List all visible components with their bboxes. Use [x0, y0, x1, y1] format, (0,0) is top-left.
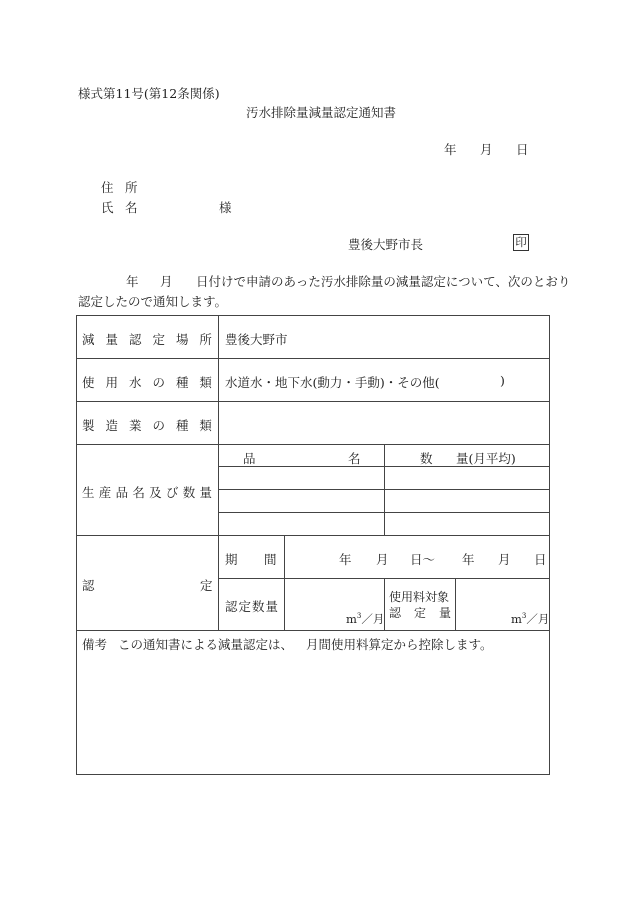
label-char: 類: [199, 375, 212, 390]
label-char: 減: [82, 332, 95, 347]
period-label-1: 期: [225, 552, 238, 567]
form-title: 汚水排除量減量認定通知書: [246, 105, 397, 120]
label-char: 生: [82, 485, 95, 500]
body-month: 月: [160, 274, 173, 289]
body-sentence-2: 認定したので通知します。: [78, 294, 228, 309]
label-char: の: [152, 418, 165, 433]
honorific: 様: [219, 200, 232, 215]
address-label-1: 住: [101, 180, 114, 195]
label-char: 及: [149, 485, 162, 500]
row-water-type-label: [82, 373, 212, 391]
product-name-header-2: 名: [348, 451, 361, 466]
unit-sup: 3: [521, 612, 527, 621]
label-char: 所: [199, 332, 212, 347]
target-unit: [511, 611, 549, 627]
label-char: 類: [199, 418, 212, 433]
cert-label-2: 定: [200, 578, 213, 593]
body-year: 年: [126, 274, 139, 289]
quantity-header-1: 数: [420, 451, 433, 466]
name-label-2: 名: [125, 200, 138, 215]
label-char: 量: [105, 332, 118, 347]
date-day: 日: [516, 142, 529, 157]
unit-per-month: ／月: [526, 612, 550, 626]
target-label-2a: 認: [389, 606, 402, 620]
label-char: 名: [132, 485, 145, 500]
period-year-from: 年: [339, 552, 352, 567]
row-industry-label: [82, 416, 212, 434]
label-char: び: [165, 485, 179, 500]
cert-label-1: 認: [82, 578, 95, 593]
label-char: 種: [175, 418, 189, 433]
label-char: の: [152, 375, 165, 390]
period-label-2: 間: [264, 552, 277, 567]
label-char: 水: [128, 375, 142, 390]
label-char: 品: [115, 485, 129, 500]
period-day-from: 日～: [410, 552, 436, 567]
label-char: 定: [152, 332, 165, 347]
unit-per-month: ／月: [361, 612, 385, 626]
product-name-header-1: 品: [243, 451, 256, 466]
label-char: 産: [98, 485, 112, 500]
label-char: 使: [82, 375, 95, 390]
form-number: 様式第11号(第12条関係): [78, 86, 220, 101]
remarks-label: 備考: [82, 637, 108, 652]
address-label-2: 所: [125, 180, 138, 195]
date-month: 月: [480, 142, 493, 157]
unit-sup: 3: [356, 612, 362, 621]
row-location-value: 豊後大野市: [225, 332, 288, 347]
issuer: 豊後大野市長: [348, 237, 424, 252]
seal-mark: 印: [513, 234, 529, 251]
label-char: 量: [199, 485, 212, 500]
label-char: 業: [128, 418, 142, 433]
name-label-1: 氏: [101, 200, 114, 215]
period-day-to: 日: [534, 552, 547, 567]
period-month-from: 月: [376, 552, 389, 567]
amount-unit: [346, 611, 384, 627]
period-year-to: 年: [462, 552, 475, 567]
label-char: 数: [182, 485, 196, 500]
label-char: 種: [175, 375, 189, 390]
period-month-to: 月: [498, 552, 511, 567]
row-water-type-close: ): [500, 373, 505, 388]
label-char: 造: [105, 418, 118, 433]
unit-m: m: [346, 612, 357, 626]
label-char: 認: [128, 332, 142, 347]
row-products-label: [82, 483, 212, 501]
target-label-1: 使用料対象: [389, 590, 450, 604]
body-sentence: 日付けで申請のあった汚水排除量の減量認定について、次のとおり: [196, 274, 571, 289]
target-label-2c: 量: [439, 606, 452, 620]
date-year: 年: [444, 142, 457, 157]
row-location-label: [82, 330, 212, 348]
label-char: 場: [175, 332, 189, 347]
label-char: 製: [82, 418, 95, 433]
amount-label: 認定数量: [225, 599, 280, 614]
unit-m: m: [511, 612, 522, 626]
remarks-text-2: 月間使用料算定から控除します。: [306, 637, 493, 652]
quantity-header-2: 量(月平均): [456, 451, 516, 466]
target-label-2b: 定: [414, 606, 427, 620]
remarks-text-1: この通知書による減量認定は、: [118, 637, 294, 652]
row-water-type-value: 水道水・地下水(動力・手動)・その他(: [225, 375, 440, 390]
label-char: 用: [105, 375, 118, 390]
